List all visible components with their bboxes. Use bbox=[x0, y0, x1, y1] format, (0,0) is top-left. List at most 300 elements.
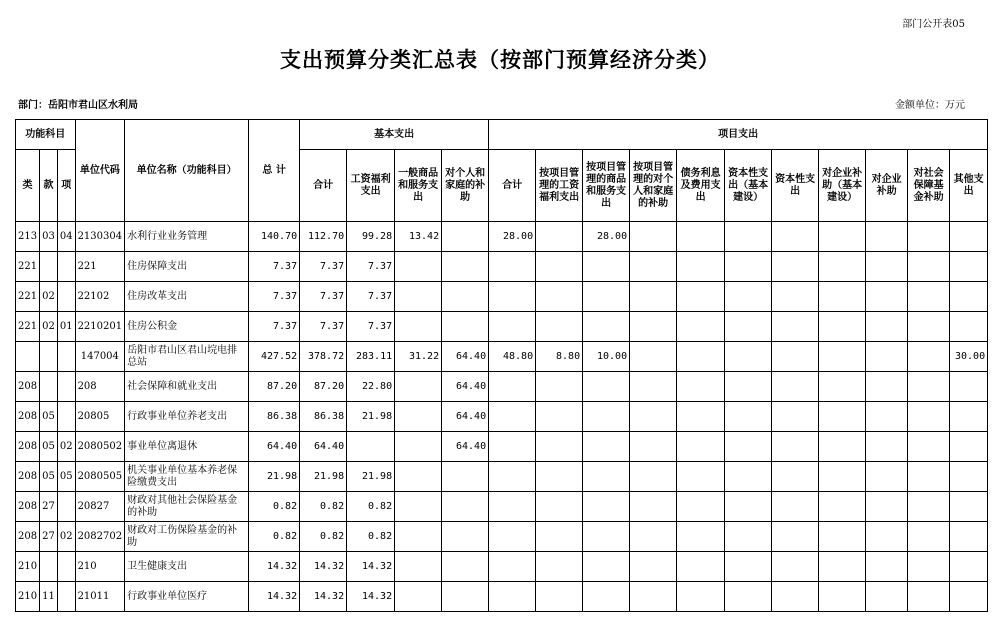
cell-amount bbox=[866, 372, 908, 402]
cell-amount: 64.40 bbox=[442, 342, 489, 372]
cell-amount: 28.00 bbox=[489, 222, 536, 252]
cell-amount bbox=[489, 402, 536, 432]
cell-amount bbox=[866, 582, 908, 612]
cell-unit-code: 210 bbox=[75, 552, 125, 582]
cell-amount: 31.22 bbox=[395, 342, 442, 372]
header-total: 总 计 bbox=[249, 120, 300, 222]
cell-amount bbox=[395, 432, 442, 462]
cell-amount bbox=[950, 552, 988, 582]
cell-amount bbox=[950, 222, 988, 252]
cell-lei: 213 bbox=[16, 222, 40, 252]
cell-kuan: 27 bbox=[40, 492, 58, 522]
cell-lei: 208 bbox=[16, 492, 40, 522]
cell-amount bbox=[772, 432, 819, 462]
cell-lei: 208 bbox=[16, 462, 40, 492]
cell-amount: 14.32 bbox=[347, 582, 395, 612]
cell-amount bbox=[677, 552, 725, 582]
cell-amount bbox=[583, 282, 630, 312]
cell-amount bbox=[725, 222, 772, 252]
cell-kuan: 27 bbox=[40, 522, 58, 552]
cell-xiang bbox=[57, 492, 75, 522]
table-row bbox=[16, 222, 988, 252]
department-label: 部门：岳阳市君山区水利局 bbox=[18, 100, 138, 111]
cell-amount: 8.80 bbox=[536, 342, 583, 372]
cell-kuan bbox=[40, 342, 58, 372]
cell-amount bbox=[908, 372, 950, 402]
cell-amount bbox=[819, 582, 866, 612]
cell-amount bbox=[908, 252, 950, 282]
cell-amount: 14.32 bbox=[347, 552, 395, 582]
cell-amount: 7.37 bbox=[347, 252, 395, 282]
cell-amount bbox=[725, 372, 772, 402]
page-title: 支出预算分类汇总表（按部门预算经济分类） bbox=[280, 47, 720, 72]
cell-amount bbox=[819, 432, 866, 462]
header-project-col: 按项目管理的商品和服务支出 bbox=[583, 150, 630, 222]
cell-amount: 99.28 bbox=[347, 222, 395, 252]
cell-amount bbox=[395, 582, 442, 612]
cell-amount bbox=[866, 462, 908, 492]
cell-total: 7.37 bbox=[249, 252, 300, 282]
header-project-col: 其他支出 bbox=[950, 150, 988, 222]
cell-amount bbox=[583, 372, 630, 402]
cell-amount bbox=[395, 462, 442, 492]
cell-amount bbox=[725, 312, 772, 342]
cell-amount bbox=[819, 252, 866, 282]
header-project-col: 资本性支出 bbox=[772, 150, 819, 222]
cell-amount bbox=[489, 492, 536, 522]
cell-amount bbox=[583, 522, 630, 552]
header-unit-name: 单位名称（功能科目） bbox=[125, 120, 249, 222]
cell-amount bbox=[950, 492, 988, 522]
cell-amount bbox=[908, 282, 950, 312]
table-row bbox=[16, 522, 988, 552]
cell-amount bbox=[908, 432, 950, 462]
cell-amount bbox=[536, 402, 583, 432]
cell-kuan: 02 bbox=[40, 282, 58, 312]
cell-amount bbox=[772, 372, 819, 402]
cell-unit-code: 2210201 bbox=[75, 312, 125, 342]
cell-kuan: 11 bbox=[40, 582, 58, 612]
cell-amount bbox=[725, 342, 772, 372]
cell-amount: 14.32 bbox=[300, 582, 347, 612]
cell-amount bbox=[866, 552, 908, 582]
cell-unit-code: 208 bbox=[75, 372, 125, 402]
cell-unit-name: 行政事业单位养老支出 bbox=[125, 402, 249, 432]
cell-amount bbox=[395, 522, 442, 552]
cell-unit-code: 2080502 bbox=[75, 432, 125, 462]
cell-xiang bbox=[57, 582, 75, 612]
cell-amount bbox=[950, 402, 988, 432]
cell-amount bbox=[819, 552, 866, 582]
cell-total: 21.98 bbox=[249, 462, 300, 492]
cell-amount bbox=[442, 252, 489, 282]
cell-xiang: 02 bbox=[57, 432, 75, 462]
cell-amount bbox=[347, 432, 395, 462]
cell-amount bbox=[677, 402, 725, 432]
cell-amount bbox=[395, 492, 442, 522]
cell-amount: 28.00 bbox=[583, 222, 630, 252]
cell-amount bbox=[772, 252, 819, 282]
table-row bbox=[16, 432, 988, 462]
cell-amount bbox=[950, 522, 988, 552]
cell-kuan: 05 bbox=[40, 402, 58, 432]
cell-amount bbox=[536, 462, 583, 492]
cell-amount bbox=[630, 582, 677, 612]
cell-total: 86.38 bbox=[249, 402, 300, 432]
cell-amount bbox=[630, 552, 677, 582]
cell-amount bbox=[866, 222, 908, 252]
cell-amount bbox=[489, 312, 536, 342]
cell-amount bbox=[395, 282, 442, 312]
cell-amount bbox=[395, 372, 442, 402]
table-row bbox=[16, 402, 988, 432]
cell-amount: 48.80 bbox=[489, 342, 536, 372]
cell-amount: 7.37 bbox=[347, 312, 395, 342]
cell-amount bbox=[630, 282, 677, 312]
cell-amount bbox=[395, 552, 442, 582]
cell-amount: 21.98 bbox=[300, 462, 347, 492]
cell-amount bbox=[583, 312, 630, 342]
cell-amount bbox=[772, 222, 819, 252]
cell-amount bbox=[677, 582, 725, 612]
cell-unit-name: 卫生健康支出 bbox=[125, 552, 249, 582]
cell-amount: 86.38 bbox=[300, 402, 347, 432]
table-body bbox=[16, 222, 988, 612]
cell-amount: 7.37 bbox=[300, 282, 347, 312]
cell-amount bbox=[772, 582, 819, 612]
cell-amount bbox=[442, 312, 489, 342]
cell-amount bbox=[772, 312, 819, 342]
cell-amount bbox=[950, 582, 988, 612]
cell-kuan bbox=[40, 552, 58, 582]
cell-amount bbox=[950, 462, 988, 492]
cell-amount bbox=[908, 402, 950, 432]
cell-amount bbox=[725, 402, 772, 432]
report-code: 部门公开表05 bbox=[902, 19, 965, 30]
cell-total: 7.37 bbox=[249, 282, 300, 312]
cell-amount bbox=[908, 582, 950, 612]
table-row bbox=[16, 582, 988, 612]
cell-unit-code: 21011 bbox=[75, 582, 125, 612]
header-unit-code: 单位代码 bbox=[75, 120, 125, 222]
cell-total: 427.52 bbox=[249, 342, 300, 372]
cell-unit-name: 住房保障支出 bbox=[125, 252, 249, 282]
cell-amount: 14.32 bbox=[300, 552, 347, 582]
cell-amount: 64.40 bbox=[300, 432, 347, 462]
cell-total: 87.20 bbox=[249, 372, 300, 402]
cell-lei: 210 bbox=[16, 552, 40, 582]
cell-amount bbox=[536, 582, 583, 612]
cell-amount bbox=[772, 492, 819, 522]
cell-amount: 112.70 bbox=[300, 222, 347, 252]
cell-amount bbox=[489, 372, 536, 402]
cell-amount bbox=[819, 492, 866, 522]
cell-amount bbox=[772, 402, 819, 432]
cell-lei: 208 bbox=[16, 402, 40, 432]
header-xiang: 项 bbox=[57, 150, 75, 222]
cell-amount bbox=[908, 522, 950, 552]
cell-amount bbox=[908, 342, 950, 372]
cell-unit-name: 岳阳市君山区君山垸电排总站 bbox=[125, 342, 249, 372]
table-row bbox=[16, 312, 988, 342]
cell-unit-name: 机关事业单位基本养老保险缴费支出 bbox=[125, 462, 249, 492]
cell-amount bbox=[630, 492, 677, 522]
cell-amount bbox=[819, 522, 866, 552]
cell-amount bbox=[677, 492, 725, 522]
cell-amount bbox=[677, 342, 725, 372]
cell-amount bbox=[725, 282, 772, 312]
cell-amount bbox=[866, 492, 908, 522]
cell-total: 14.32 bbox=[249, 582, 300, 612]
cell-amount bbox=[536, 432, 583, 462]
cell-total: 0.82 bbox=[249, 492, 300, 522]
cell-amount bbox=[630, 432, 677, 462]
cell-amount bbox=[536, 552, 583, 582]
cell-amount bbox=[489, 582, 536, 612]
table-row bbox=[16, 462, 988, 492]
cell-amount bbox=[583, 582, 630, 612]
cell-amount bbox=[583, 402, 630, 432]
cell-amount bbox=[536, 522, 583, 552]
cell-amount: 22.80 bbox=[347, 372, 395, 402]
header-project-col: 对企业补助（基本建设） bbox=[819, 150, 866, 222]
cell-amount bbox=[950, 372, 988, 402]
cell-amount bbox=[442, 552, 489, 582]
cell-unit-name: 事业单位离退休 bbox=[125, 432, 249, 462]
cell-amount bbox=[725, 552, 772, 582]
cell-amount bbox=[950, 312, 988, 342]
cell-amount bbox=[866, 432, 908, 462]
cell-amount: 283.11 bbox=[347, 342, 395, 372]
cell-amount: 0.82 bbox=[300, 492, 347, 522]
cell-amount bbox=[442, 522, 489, 552]
header-project-col: 按项目管理的工资福利支出 bbox=[536, 150, 583, 222]
cell-amount bbox=[725, 432, 772, 462]
cell-amount bbox=[772, 282, 819, 312]
cell-amount bbox=[866, 282, 908, 312]
cell-unit-code: 2080505 bbox=[75, 462, 125, 492]
cell-unit-code: 22102 bbox=[75, 282, 125, 312]
cell-amount bbox=[772, 552, 819, 582]
cell-amount bbox=[772, 522, 819, 552]
cell-amount bbox=[630, 372, 677, 402]
cell-xiang bbox=[57, 252, 75, 282]
cell-total: 140.70 bbox=[249, 222, 300, 252]
cell-amount bbox=[489, 282, 536, 312]
cell-amount bbox=[536, 492, 583, 522]
cell-amount bbox=[725, 582, 772, 612]
cell-amount bbox=[536, 252, 583, 282]
cell-amount bbox=[819, 402, 866, 432]
cell-amount bbox=[395, 252, 442, 282]
cell-amount bbox=[866, 402, 908, 432]
cell-xiang: 02 bbox=[57, 522, 75, 552]
cell-unit-name: 行政事业单位医疗 bbox=[125, 582, 249, 612]
cell-amount bbox=[677, 372, 725, 402]
cell-kuan bbox=[40, 372, 58, 402]
cell-amount bbox=[950, 282, 988, 312]
cell-amount bbox=[536, 372, 583, 402]
cell-amount bbox=[819, 312, 866, 342]
cell-lei: 221 bbox=[16, 312, 40, 342]
cell-amount: 64.40 bbox=[442, 432, 489, 462]
table-row bbox=[16, 342, 988, 372]
header-func-subject: 功能科目 bbox=[16, 120, 76, 150]
cell-amount bbox=[866, 312, 908, 342]
cell-amount bbox=[442, 462, 489, 492]
cell-unit-name: 社会保障和就业支出 bbox=[125, 372, 249, 402]
header-project-col: 对企业补助 bbox=[866, 150, 908, 222]
cell-amount bbox=[908, 222, 950, 252]
cell-amount bbox=[630, 252, 677, 282]
cell-kuan bbox=[40, 252, 58, 282]
cell-amount: 30.00 bbox=[950, 342, 988, 372]
cell-amount: 87.20 bbox=[300, 372, 347, 402]
cell-unit-code: 20827 bbox=[75, 492, 125, 522]
cell-amount bbox=[725, 252, 772, 282]
cell-amount bbox=[677, 222, 725, 252]
cell-lei: 208 bbox=[16, 372, 40, 402]
cell-amount: 378.72 bbox=[300, 342, 347, 372]
cell-amount bbox=[677, 522, 725, 552]
cell-lei: 210 bbox=[16, 582, 40, 612]
cell-amount bbox=[583, 552, 630, 582]
table-row bbox=[16, 492, 988, 522]
cell-unit-name: 财政对其他社会保险基金的补助 bbox=[125, 492, 249, 522]
header-basic-expenditure: 基本支出 bbox=[300, 120, 489, 150]
cell-amount bbox=[950, 252, 988, 282]
cell-amount bbox=[536, 222, 583, 252]
cell-kuan: 05 bbox=[40, 462, 58, 492]
cell-unit-code: 2082702 bbox=[75, 522, 125, 552]
header-kuan: 款 bbox=[40, 150, 58, 222]
cell-kuan: 05 bbox=[40, 432, 58, 462]
table-row bbox=[16, 372, 988, 402]
budget-table bbox=[15, 119, 988, 612]
header-project-col: 对社会保障基金补助 bbox=[908, 150, 950, 222]
cell-amount bbox=[630, 312, 677, 342]
cell-amount: 21.98 bbox=[347, 462, 395, 492]
cell-amount bbox=[908, 552, 950, 582]
cell-amount: 0.82 bbox=[347, 492, 395, 522]
cell-amount: 7.37 bbox=[347, 282, 395, 312]
cell-lei: 208 bbox=[16, 432, 40, 462]
cell-kuan: 02 bbox=[40, 312, 58, 342]
cell-amount: 21.98 bbox=[347, 402, 395, 432]
amount-unit-label: 金额单位：万元 bbox=[895, 100, 965, 111]
table-row bbox=[16, 252, 988, 282]
cell-amount bbox=[677, 252, 725, 282]
cell-amount bbox=[583, 492, 630, 522]
cell-amount: 7.37 bbox=[300, 312, 347, 342]
cell-kuan: 03 bbox=[40, 222, 58, 252]
cell-unit-code: 147004 bbox=[75, 342, 125, 372]
cell-xiang: 01 bbox=[57, 312, 75, 342]
cell-amount bbox=[583, 252, 630, 282]
cell-amount bbox=[908, 312, 950, 342]
cell-lei bbox=[16, 342, 40, 372]
header-project-col: 按项目管理的对个人和家庭的补助 bbox=[630, 150, 677, 222]
cell-amount bbox=[630, 222, 677, 252]
table-row bbox=[16, 552, 988, 582]
cell-amount: 64.40 bbox=[442, 402, 489, 432]
cell-amount bbox=[536, 312, 583, 342]
cell-amount bbox=[866, 252, 908, 282]
cell-amount bbox=[908, 462, 950, 492]
header-project-col: 合计 bbox=[489, 150, 536, 222]
header-project-expenditure: 项目支出 bbox=[489, 120, 988, 150]
cell-xiang bbox=[57, 342, 75, 372]
cell-amount bbox=[395, 402, 442, 432]
cell-unit-code: 221 bbox=[75, 252, 125, 282]
cell-amount bbox=[489, 552, 536, 582]
cell-amount: 10.00 bbox=[583, 342, 630, 372]
cell-xiang bbox=[57, 402, 75, 432]
cell-lei: 221 bbox=[16, 252, 40, 282]
cell-amount bbox=[442, 582, 489, 612]
cell-unit-name: 住房改革支出 bbox=[125, 282, 249, 312]
cell-amount bbox=[630, 462, 677, 492]
cell-total: 14.32 bbox=[249, 552, 300, 582]
cell-amount bbox=[866, 522, 908, 552]
header-basic-col: 一般商品和服务支出 bbox=[395, 150, 442, 222]
cell-amount bbox=[630, 522, 677, 552]
cell-amount bbox=[677, 432, 725, 462]
cell-amount bbox=[442, 492, 489, 522]
cell-amount bbox=[772, 342, 819, 372]
cell-amount bbox=[677, 312, 725, 342]
header-project-col: 债务利息及费用支出 bbox=[677, 150, 725, 222]
cell-amount bbox=[630, 342, 677, 372]
cell-amount bbox=[725, 522, 772, 552]
cell-amount bbox=[489, 252, 536, 282]
cell-amount bbox=[442, 222, 489, 252]
table-row bbox=[16, 282, 988, 312]
header-lei: 类 bbox=[16, 150, 40, 222]
cell-lei: 208 bbox=[16, 522, 40, 552]
cell-amount bbox=[630, 402, 677, 432]
cell-amount: 7.37 bbox=[300, 252, 347, 282]
cell-xiang bbox=[57, 552, 75, 582]
cell-amount bbox=[819, 462, 866, 492]
cell-xiang bbox=[57, 372, 75, 402]
cell-amount bbox=[677, 462, 725, 492]
cell-xiang: 05 bbox=[57, 462, 75, 492]
cell-amount: 0.82 bbox=[300, 522, 347, 552]
header-basic-col: 对个人和家庭的补助 bbox=[442, 150, 489, 222]
cell-amount: 64.40 bbox=[442, 372, 489, 402]
cell-amount bbox=[772, 462, 819, 492]
header-project-col: 资本性支出（基本建设） bbox=[725, 150, 772, 222]
cell-unit-code: 2130304 bbox=[75, 222, 125, 252]
cell-amount: 0.82 bbox=[347, 522, 395, 552]
cell-unit-name: 水利行业业务管理 bbox=[125, 222, 249, 252]
cell-total: 0.82 bbox=[249, 522, 300, 552]
cell-amount bbox=[442, 282, 489, 312]
cell-xiang: 04 bbox=[57, 222, 75, 252]
cell-lei: 221 bbox=[16, 282, 40, 312]
cell-amount bbox=[819, 222, 866, 252]
cell-amount bbox=[950, 432, 988, 462]
cell-amount bbox=[536, 282, 583, 312]
cell-amount bbox=[489, 462, 536, 492]
cell-total: 7.37 bbox=[249, 312, 300, 342]
cell-xiang bbox=[57, 282, 75, 312]
cell-amount bbox=[583, 462, 630, 492]
header-basic-col: 合计 bbox=[300, 150, 347, 222]
cell-amount bbox=[725, 492, 772, 522]
cell-amount bbox=[395, 312, 442, 342]
